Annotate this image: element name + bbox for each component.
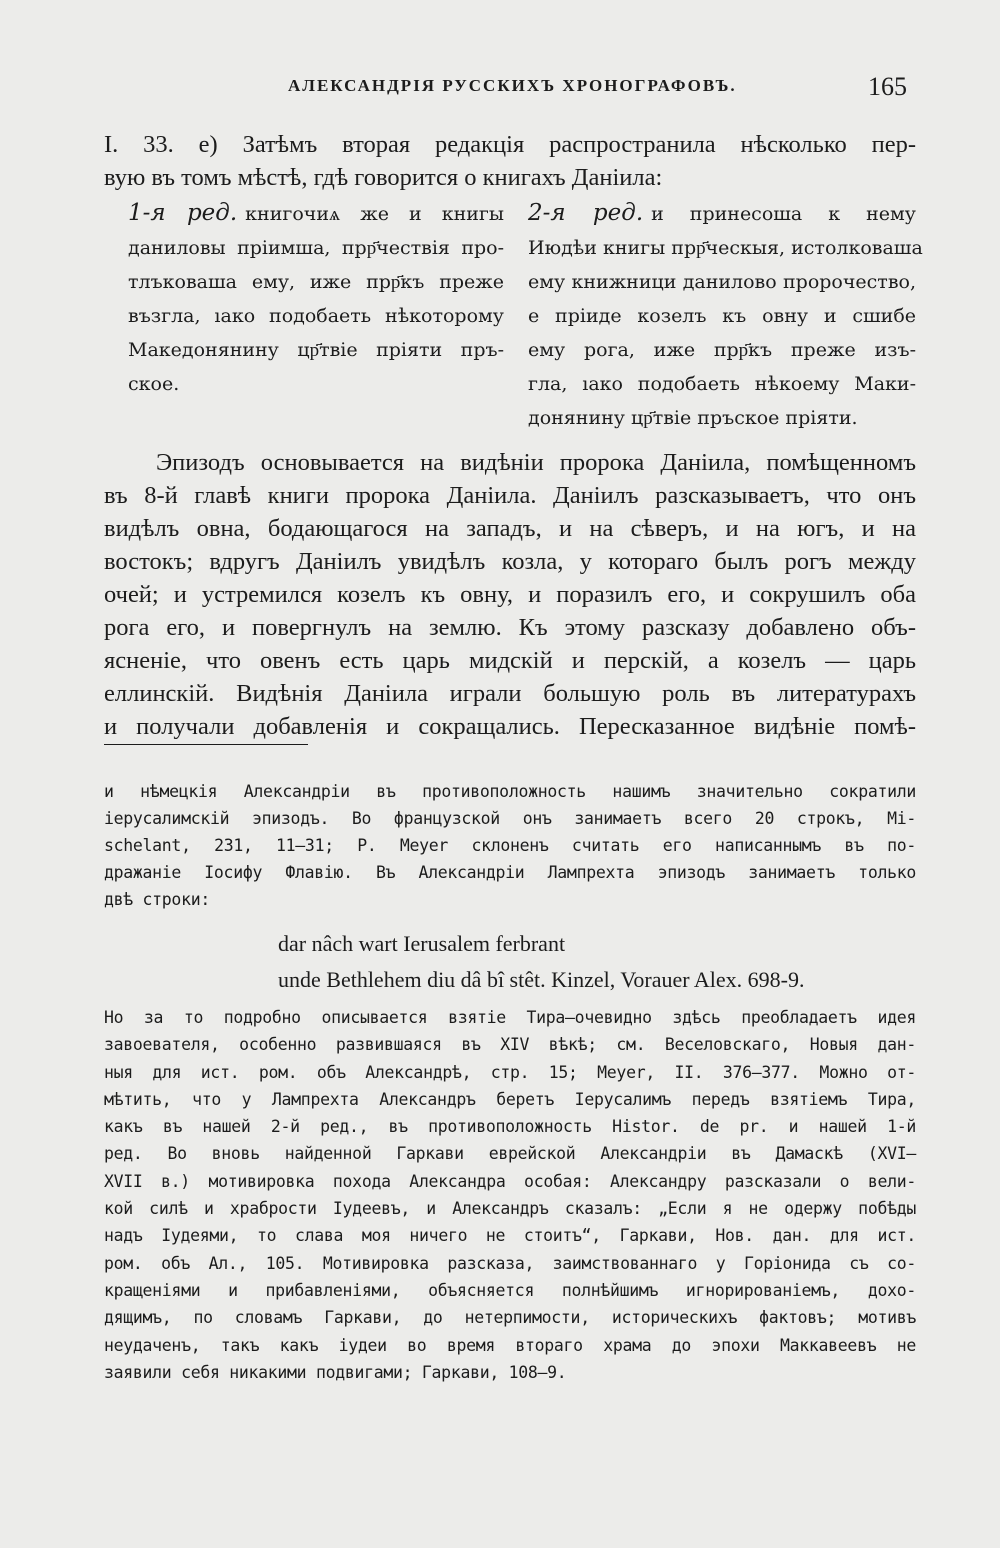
text-line: ясненіе, что овенъ есть царь мидскій и перскій, а козелъ — царь [104, 647, 916, 674]
footnote-line: двѣ строки: [104, 890, 210, 909]
footnote-line: заявили себя никакими подвигами; Гаркави, 108—9. [104, 1362, 567, 1382]
text-line: Июдѣи книгы прр҃ческыя, истолковаша [528, 237, 923, 259]
footnote-line: Но за то подробно описывается взятіе Тира—очевидно здѣсь преобладаетъ идея [104, 1008, 916, 1027]
footnote-line: дражаніе Іосифу Флавію. Въ Александріи Лампрехта эпизодъ занимаетъ только [104, 863, 916, 882]
verse-line: unde Bethlehem diu dâ bî stêt. Kinzel, Vorauer Alex. 698-9. [278, 967, 805, 992]
footnote-line: XVII в.) мотивировка похода Александра особая: Александру разсказали о вели- [104, 1171, 916, 1191]
footnote-line: кой силѣ и храбрости Іудеевъ, и Александръ сказалъ: „Если я не одержу побѣды [104, 1199, 916, 1219]
footnote-line: завоевателя, особенно развившаяся въ XIV вѣкѣ; см. Веселовскаго, Новыя дан- [104, 1035, 916, 1055]
text-line: очей; и устремился козелъ къ овну, и поразилъ его, и сокрушилъ оба [104, 581, 916, 608]
footnote-line: дящимъ, по словамъ Гаркави, до нетерпимости, историческихъ фактовъ; мотивъ [104, 1308, 916, 1328]
footnote-line: какъ въ нашей 2-й ред., въ противоположность Histor. de pr. и нашей 1-й [104, 1117, 916, 1137]
text-line: донянину цр҃твіе пръское пріяти. [528, 407, 858, 429]
redaction-1-label: 1-я ред. [128, 200, 238, 226]
text-line: е пріиде козелъ къ овну и сшибе [528, 305, 916, 327]
text-line: и получали добавленія и сокращались. Пересказанное видѣніе помѣ- [104, 713, 916, 740]
footnote-line: ром. объ Ал., 105. Мотивировка разсказа, заимствованнаго у Горіонида съ со- [104, 1253, 916, 1273]
text-line: рога его, и повергнулъ на землю. Къ этому разсказу добавлено объ- [104, 614, 916, 641]
text-line: ское. [128, 373, 180, 395]
redaction-2-label: 2-я ред. [528, 200, 644, 226]
text-line: ему рога, иже прр҃къ преже изъ- [528, 339, 916, 361]
text-line: въ 8-й главѣ книги пророка Даніила. Даніилъ разсказываетъ, что онъ [104, 482, 916, 509]
text-line: даниловы пріимша, прр҃чествія про- [128, 237, 504, 259]
footnote-line: мѣтить, что у Лампрехта Александръ беретъ Іерусалимъ передъ взятіемъ Тира, [104, 1089, 916, 1109]
redaction-2-column [508, 196, 923, 435]
footnote-line: schelant, 231, 11—31; P. Meyer склоненъ считать его написаннымъ въ по- [104, 836, 916, 855]
footnote-line: ред. Во вновь найденной Гаркави еврейской Александріи въ Дамаскѣ (XVI— [104, 1144, 916, 1164]
footnote-line: неудаченъ, такъ какъ іудеи во время втораго храма до эпохи Маккавеевъ не [104, 1335, 916, 1355]
text-line: книгочиѧ же и книгы [245, 203, 504, 225]
footnote-line: и нѣмецкія Александріи въ противоположность нашимъ значительно сократили [104, 782, 916, 801]
redaction-1-column [104, 196, 504, 435]
text-line: I. 33. е) Затѣмъ вторая редакція распространила нѣсколько пер- [104, 131, 916, 158]
text-line: ему книжници данилово пророчество, [528, 271, 916, 293]
text-line: гла, ıако подобаеть нѣкоему Маки- [528, 373, 916, 395]
running-title: АЛЕКСАНДРІЯ РУССКИХЪ ХРОНОГРАФОВЪ. [288, 76, 737, 95]
text-line: вую въ томъ мѣстѣ, гдѣ говорится о книгахъ Даніила: [104, 164, 663, 191]
quoted-verse [278, 926, 804, 998]
text-line: Эпизодъ основывается на видѣніи пророка Даніила, помѣщенномъ [156, 449, 916, 476]
text-line: възгла, ıако подобаеть нѣкоторому [128, 305, 504, 327]
text-line: видѣлъ овна, бодающагося на западъ, и на сѣверъ, и на югъ, и на [104, 515, 916, 542]
text-line: Македонянину цр҃твіе пріяти пръ- [128, 339, 504, 361]
text-line: еллинскій. Видѣнія Даніила играли большую роль въ литературахъ [104, 680, 916, 707]
footnote-line: надъ Іудеями, то слава моя ничего не стоитъ“, Гаркави, Нов. дан. для ист. [104, 1226, 916, 1246]
text-line: и принесоша к нему [651, 203, 916, 225]
verse-line: dar nâch wart Ierusalem ferbrant [278, 931, 566, 956]
footnote-part-a [104, 778, 916, 913]
intro-paragraph [104, 128, 916, 194]
episode-paragraph [104, 446, 916, 743]
text-line: востокъ; вдругъ Даніилъ увидѣлъ козла, у котораго былъ рогъ между [104, 548, 916, 575]
footnote-line: ныя для ист. ром. объ Александрѣ, стр. 15; Meyer, II. 376—377. Можно от- [104, 1062, 916, 1082]
footnote-line: кращеніями и прибавленіями, объясняется полнѣйшимъ игнорированіемъ, дохо- [104, 1280, 916, 1300]
text-line: тлъковаша ему, иже прр҃къ преже [128, 271, 504, 293]
footnote-part-b [104, 1004, 916, 1386]
page-number: 165 [868, 72, 907, 101]
footnote-line: іерусалимскій эпизодъ. Во французской онъ занимаетъ всего 20 строкъ, Mi- [104, 809, 916, 828]
parallel-columns [104, 196, 923, 435]
footnote-divider [104, 744, 308, 745]
